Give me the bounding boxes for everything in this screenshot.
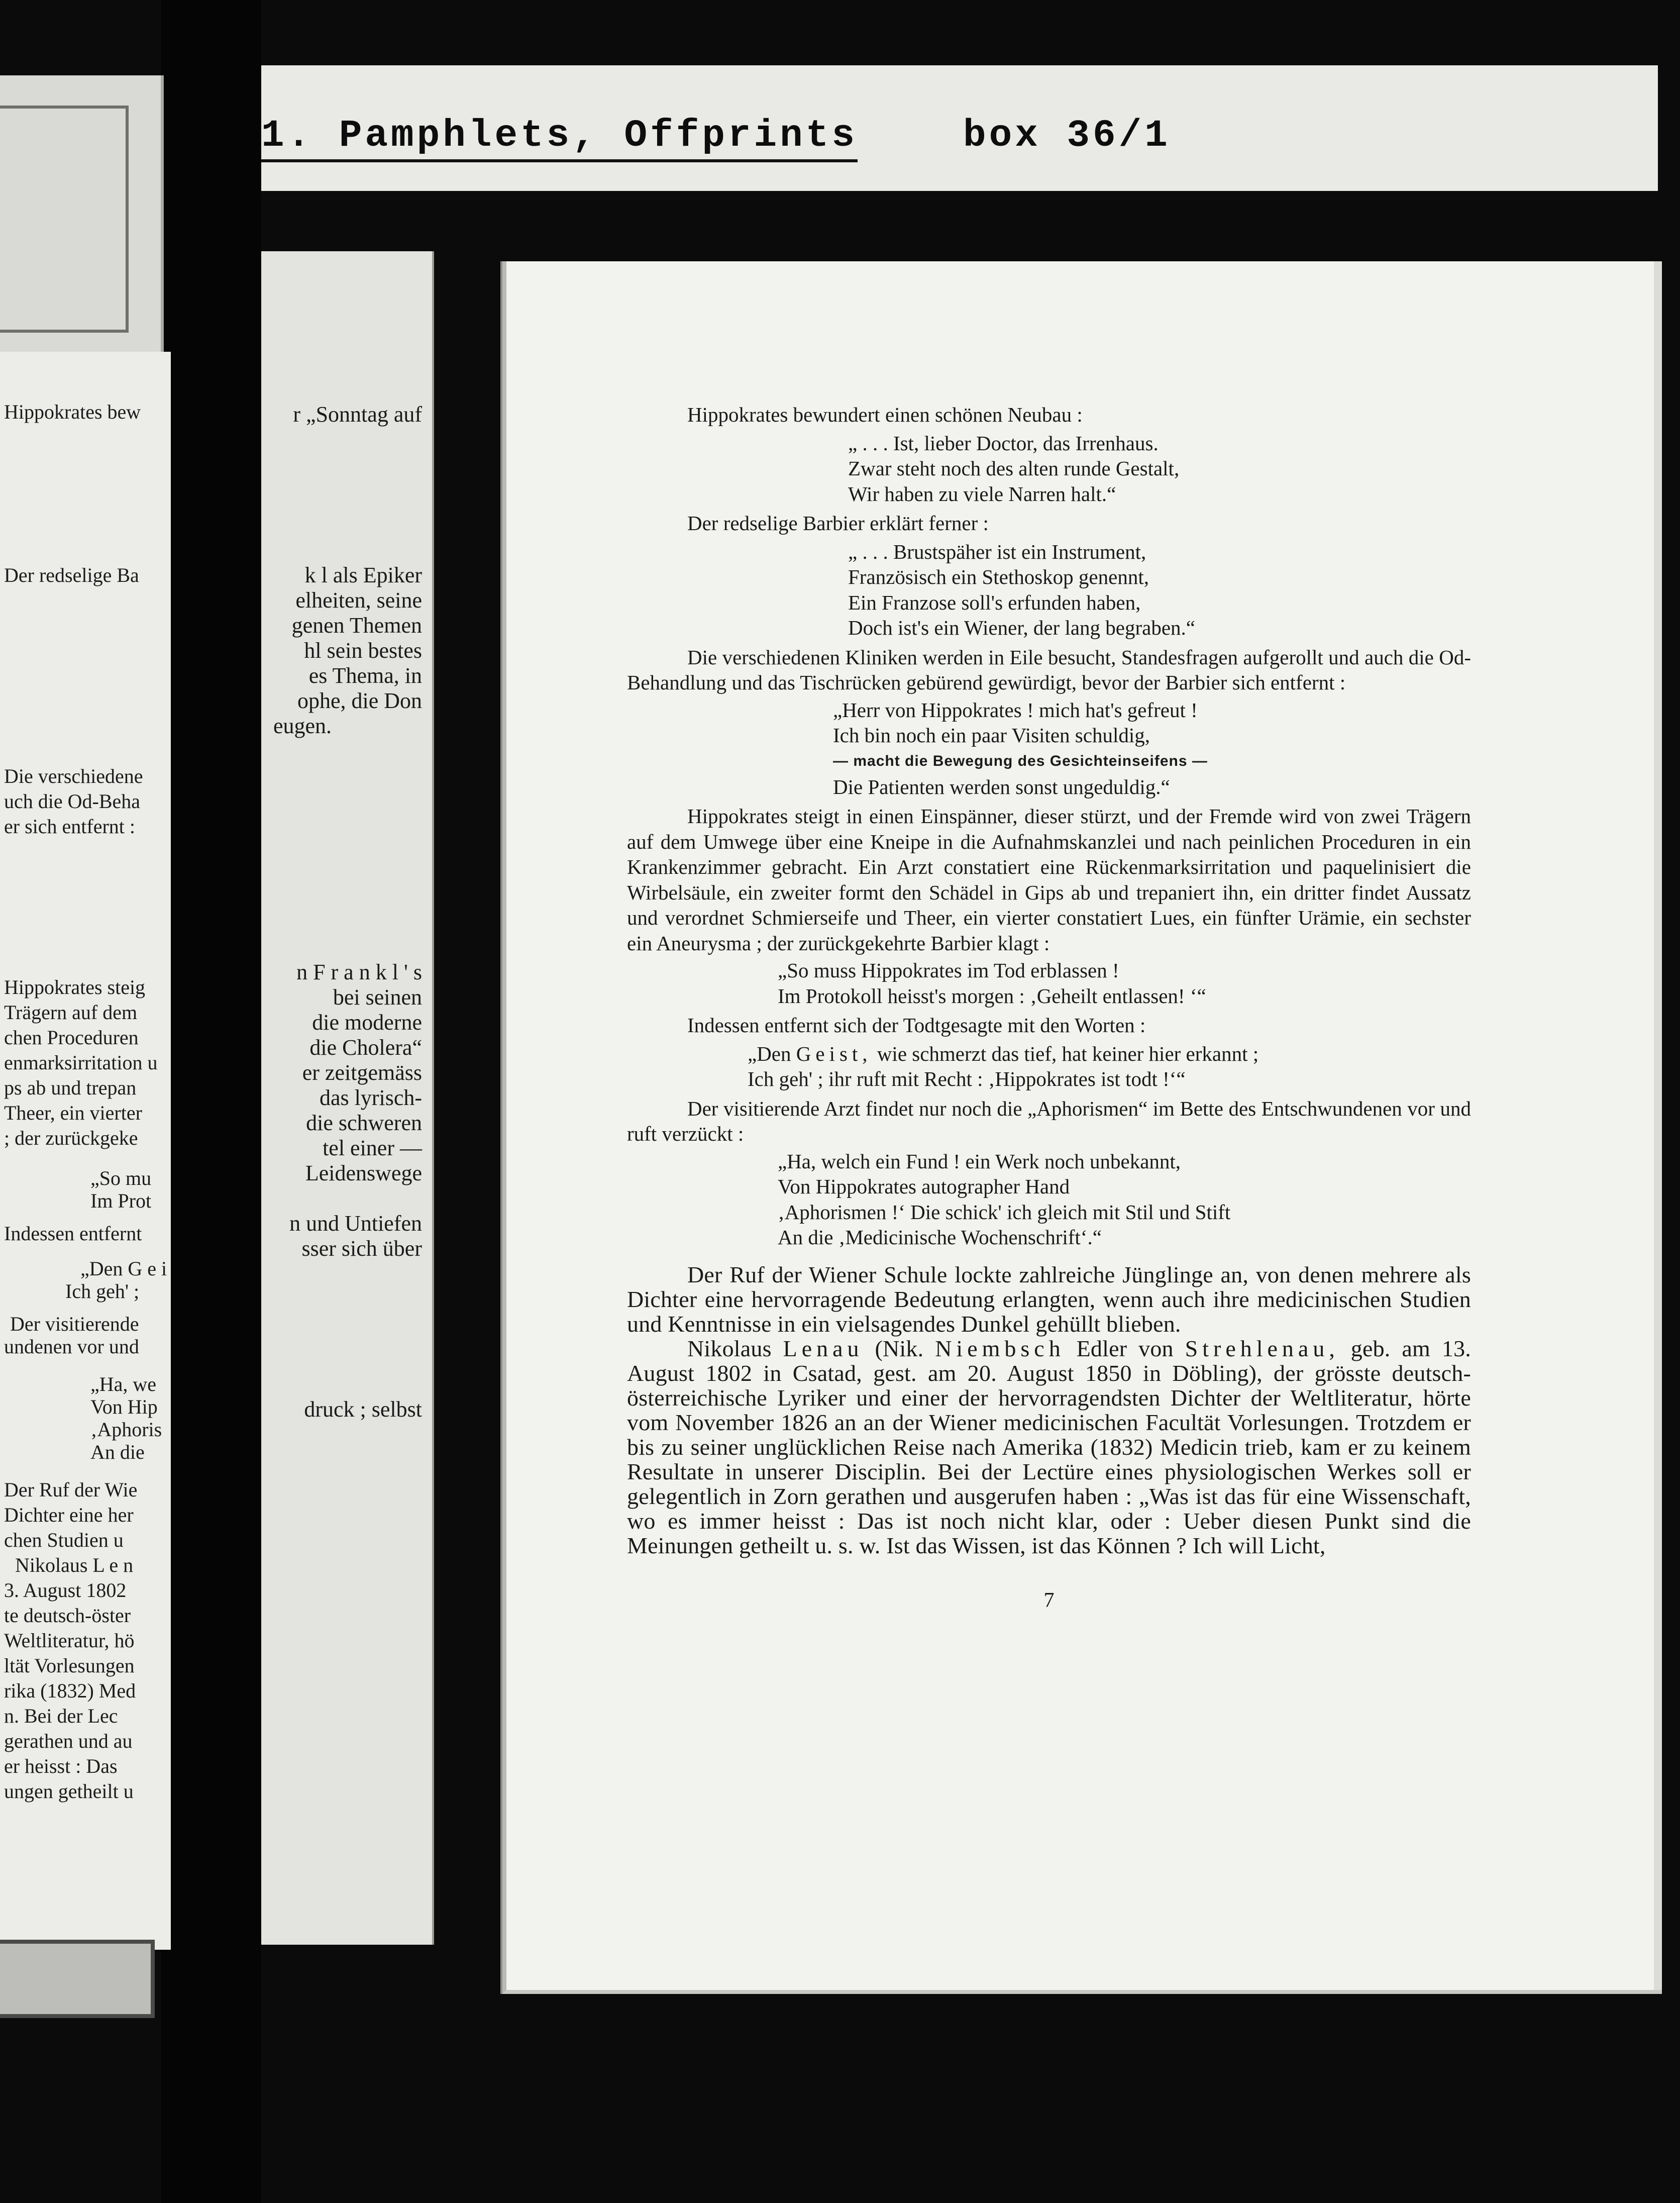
paragraph-kliniken: Die verschiedenen Kliniken werden in Eile besucht, Standesfragen aufgerollt und auch die Od-Behandlung und das Tischrücken gebürend gewürdigt, bevor der Barbier sich entfernt :	[627, 645, 1471, 694]
middle-fragment-line: die schweren	[306, 1111, 422, 1135]
middle-fragment-line: druck ; selbst	[304, 1397, 422, 1422]
verse-line: Von Hippokrates autographer Hand	[778, 1175, 1070, 1198]
verse-line: Ich bin noch ein paar Visiten schuldig,	[833, 724, 1150, 747]
verse-line: Ich geh' ; ihr ruft mit Recht : ‚Hippokrates ist todt !‘“	[748, 1067, 1186, 1090]
text-run: Nikolaus	[687, 1335, 772, 1361]
verse-irrenhaus	[627, 431, 1471, 507]
binding-strip	[161, 0, 261, 2203]
middle-fragment-line: hl sein bestes	[304, 638, 422, 663]
left-fragment-line: enmarksirritation u	[4, 1051, 158, 1074]
verse-line: Zwar steht noch des alten runde Gestalt,	[848, 457, 1180, 480]
verse-line: ‚Aphorismen !‘ Die schick' ich gleich mit Stil und Stift	[778, 1200, 1231, 1224]
left-fragment-line: „Den G e i	[80, 1257, 167, 1280]
left-fragment-line: gerathen und au	[4, 1730, 133, 1752]
left-fragment-line: undenen vor und	[4, 1335, 139, 1358]
middle-fragment-line: n und Untiefen	[289, 1211, 422, 1236]
left-fragment-line: er sich entfernt :	[4, 815, 135, 838]
left-fragment-line: Theer, ein vierter	[4, 1101, 142, 1124]
text-run: geb. am 13. August 1802 in Csatad, gest. am 20. August 1850 in Döbling), der grösste deutsch-österreichische Lyriker und einer der hervorragendsten Dichter der Weltliteratur, hörte vom November 1826 an an der Wiener medicinischen Facultät Vorlesungen. Trotzdem er bis zu seiner unglücklichen Reise nach Amerika (1832) Medicin trieb, kam er zu keinem Resultate in unserer Disciplin. Bei der Lectüre eines physiologischen Werkes soll er gelegentlich in Zorn gerathen und ausgerufen haben : „Was ist das für eine Wissenschaft, wo es immer heisst : Das ist noch nicht klar, oder : Ueber diesen Punkt sind die Meinungen getheilt u. s. w. Ist das Wissen, ist das Können ? Ich will Licht,	[627, 1335, 1471, 1558]
left-fragment-line: uch die Od-Beha	[4, 790, 141, 813]
left-fragment-line: Nikolaus L e n	[15, 1554, 134, 1576]
verse-visiten	[627, 697, 1471, 800]
left-fragment-line: „Ha, we	[90, 1373, 157, 1395]
intro-barbier: Der redselige Barbier erklärt ferner :	[687, 512, 989, 535]
left-fragment-line: n. Bei der Lec	[4, 1705, 118, 1727]
left-fragment-line: Trägern auf dem	[4, 1001, 138, 1024]
middle-fragment-line: r „Sonntag auf	[293, 402, 422, 427]
left-fragment-line: Die verschiedene	[4, 765, 143, 787]
stage-direction: — macht die Bewegung des Gesichteinseifens —	[833, 752, 1208, 769]
left-fragment-line: ltät Vorlesungen	[4, 1654, 135, 1677]
left-fragment-line: Indessen entfernt	[4, 1222, 142, 1245]
middle-fragment-line: das lyrisch-	[319, 1085, 422, 1110]
verse-line: „Herr von Hippokrates ! mich hat's gefreut !	[833, 698, 1198, 722]
spaced-name-lenau: Lenau	[783, 1335, 864, 1361]
left-fragment-line: Der redselige Ba	[4, 564, 139, 586]
middle-fragment-line: sser sich über	[301, 1236, 422, 1261]
left-fragment-line: „So mu	[90, 1167, 152, 1189]
middle-fragment-line: ophe, die Don	[297, 688, 422, 713]
box-label: box 36/1	[963, 114, 1171, 157]
left-fragment-line: ungen getheilt u	[4, 1780, 134, 1803]
verse-protokoll	[627, 958, 1471, 1009]
intro-todtgesagte: Indessen entfernt sich der Todtgesagte mit den Worten :	[687, 1014, 1146, 1037]
paragraph-wiener-schule: Der Ruf der Wiener Schule lockte zahlreiche Jünglinge an, von denen mehrere als Dichter eine hervorragende Bedeutung erlangten, wenn auch ihre medicinischen Studien und Kenntnisse in ein vielsagendes Dunkel gehüllt blieben.	[627, 1261, 1471, 1337]
middle-fragment-line: bei seinen	[333, 985, 422, 1010]
left-background-sheet	[0, 75, 164, 357]
middle-fragment-line: n F r a n k l ' s	[296, 960, 422, 984]
paragraph-lenau	[627, 1336, 1471, 1558]
verse-line: „So muss Hippokrates im Tod erblassen !	[778, 959, 1119, 982]
middle-fragment-line: Leidenswege	[305, 1161, 422, 1185]
left-fragment-line: Ich geh' ;	[65, 1280, 140, 1303]
middle-fragment-line: die Cholera“	[309, 1035, 422, 1060]
left-fragment-line: Hippokrates bew	[4, 400, 141, 423]
middle-fragment-line: genen Themen	[291, 613, 422, 638]
verse-line: Wir haben zu viele Narren halt.“	[848, 482, 1116, 506]
verse-aphorismen	[627, 1149, 1471, 1250]
verse-brustspaeher	[627, 539, 1471, 641]
spaced-name-niembsch: Niembsch	[935, 1335, 1065, 1361]
verse-rest: wie schmerzt das tief, hat keiner hier erkannt ;	[877, 1042, 1259, 1065]
archive-label	[261, 108, 1171, 163]
lower-block	[627, 1262, 1471, 1558]
verse-line: „ . . . Brustspäher ist ein Instrument,	[848, 540, 1146, 563]
verse-line	[748, 1041, 1471, 1067]
left-fragment-line: ; der zurückgeke	[4, 1127, 138, 1149]
verse-line: Französisch ein Stethoskop genennt,	[848, 565, 1149, 588]
paragraph-einspaenner: Hippokrates steigt in einen Einspänner, dieser stürzt, und der Fremde wird von zwei Trägern auf dem Umwege über eine Kneipe in die Aufnahmskanzlei und nach peinlichen Proceduren in ein Krankenzimmer gebracht. Ein Arzt constatiert eine Rückenmarksirritation und paquelinisiert die Wirbelsäule, ein zweiter formt den Schädel in Gips ab und trepaniert ihn, ein dritter findet Aussatz und verordnet Schmierseife und Theer, ein vierter constatiert Lues, ein fünfter Urämie, ein sechster ein Aneurysma ; der zurückgekehrte Barbier klagt :	[627, 805, 1471, 955]
left-fragment-line: 3. August 1802	[4, 1579, 127, 1601]
verse-prefix: „Den	[748, 1042, 791, 1065]
text-run: Edler von	[1076, 1335, 1174, 1361]
page-number: 7	[1043, 1588, 1055, 1612]
verse-line: „ . . . Ist, lieber Doctor, das Irrenhaus.	[848, 431, 1159, 455]
middle-fragment-line: elheiten, seine	[295, 588, 422, 613]
spaced-name-strehlenau: Strehlenau,	[1185, 1335, 1339, 1361]
left-fragment-line: ps ab und trepan	[4, 1076, 137, 1099]
middle-fragment-line: tel einer —	[323, 1136, 422, 1160]
text-column	[627, 402, 1471, 1668]
intro-neubau: Hippokrates bewundert einen schönen Neubau :	[687, 403, 1083, 426]
left-sheet-frame	[0, 106, 129, 333]
left-fragment-line: ‚Aphoris	[90, 1418, 162, 1441]
left-fragment-line: chen Studien u	[4, 1529, 124, 1551]
left-fragment-line: te deutsch-öster	[4, 1604, 131, 1627]
left-bottom-tab	[0, 1940, 155, 2018]
verse-line: Die Patienten werden sonst ungeduldig.“	[833, 775, 1170, 798]
left-fragment-line: Von Hip	[90, 1395, 158, 1418]
middle-fragment-line: k l als Epiker	[304, 563, 422, 587]
spaced-word-geist: Geist,	[796, 1042, 872, 1065]
left-fragment-line: chen Proceduren	[4, 1026, 139, 1049]
left-fragment-line: er heisst : Das	[4, 1755, 118, 1777]
middle-fragment-line: es Thema, in	[308, 663, 422, 688]
collection-label: 1. Pamphlets, Offprints	[261, 114, 858, 162]
verse-line: Doch ist's ein Wiener, der lang begraben.“	[848, 616, 1195, 639]
middle-fragment-line: eugen.	[273, 714, 332, 738]
page-number-area	[627, 1588, 1471, 1668]
middle-fragment-line: er zeitgemäss	[302, 1060, 422, 1085]
left-fragment-line: An die	[90, 1441, 145, 1463]
verse-line: An die ‚Medicinische Wochenschrift‘.“	[778, 1226, 1102, 1249]
verse-line: Im Protokoll heisst's morgen : ‚Geheilt entlassen! ‘“	[778, 984, 1206, 1008]
left-fragment-line: rika (1832) Med	[4, 1679, 136, 1702]
verse-geist	[627, 1041, 1471, 1092]
main-page	[502, 261, 1662, 1994]
text-run: (Nik.	[875, 1335, 924, 1361]
left-fragment-line: Im Prot	[90, 1189, 152, 1212]
left-fragment-line: Der Ruf der Wie	[4, 1478, 138, 1501]
left-page-fragment	[0, 352, 171, 1950]
verse-line: Ein Franzose soll's erfunden haben,	[848, 590, 1141, 614]
left-fragment-line: Hippokrates steig	[4, 976, 146, 998]
middle-page-fragment	[261, 251, 434, 1945]
left-fragment-line: Weltliteratur, hö	[4, 1629, 135, 1652]
left-fragment-line: Dichter eine her	[4, 1504, 134, 1526]
middle-fragment-line: die moderne	[312, 1010, 422, 1035]
left-fragment-line: Der visitierende	[10, 1313, 139, 1335]
paragraph-visitierende: Der visitierende Arzt findet nur noch die „Aphorismen“ im Bette des Entschwundenen vor und ruft verzückt :	[627, 1096, 1471, 1145]
verse-line: „Ha, welch ein Fund ! ein Werk noch unbekannt,	[778, 1149, 1181, 1173]
